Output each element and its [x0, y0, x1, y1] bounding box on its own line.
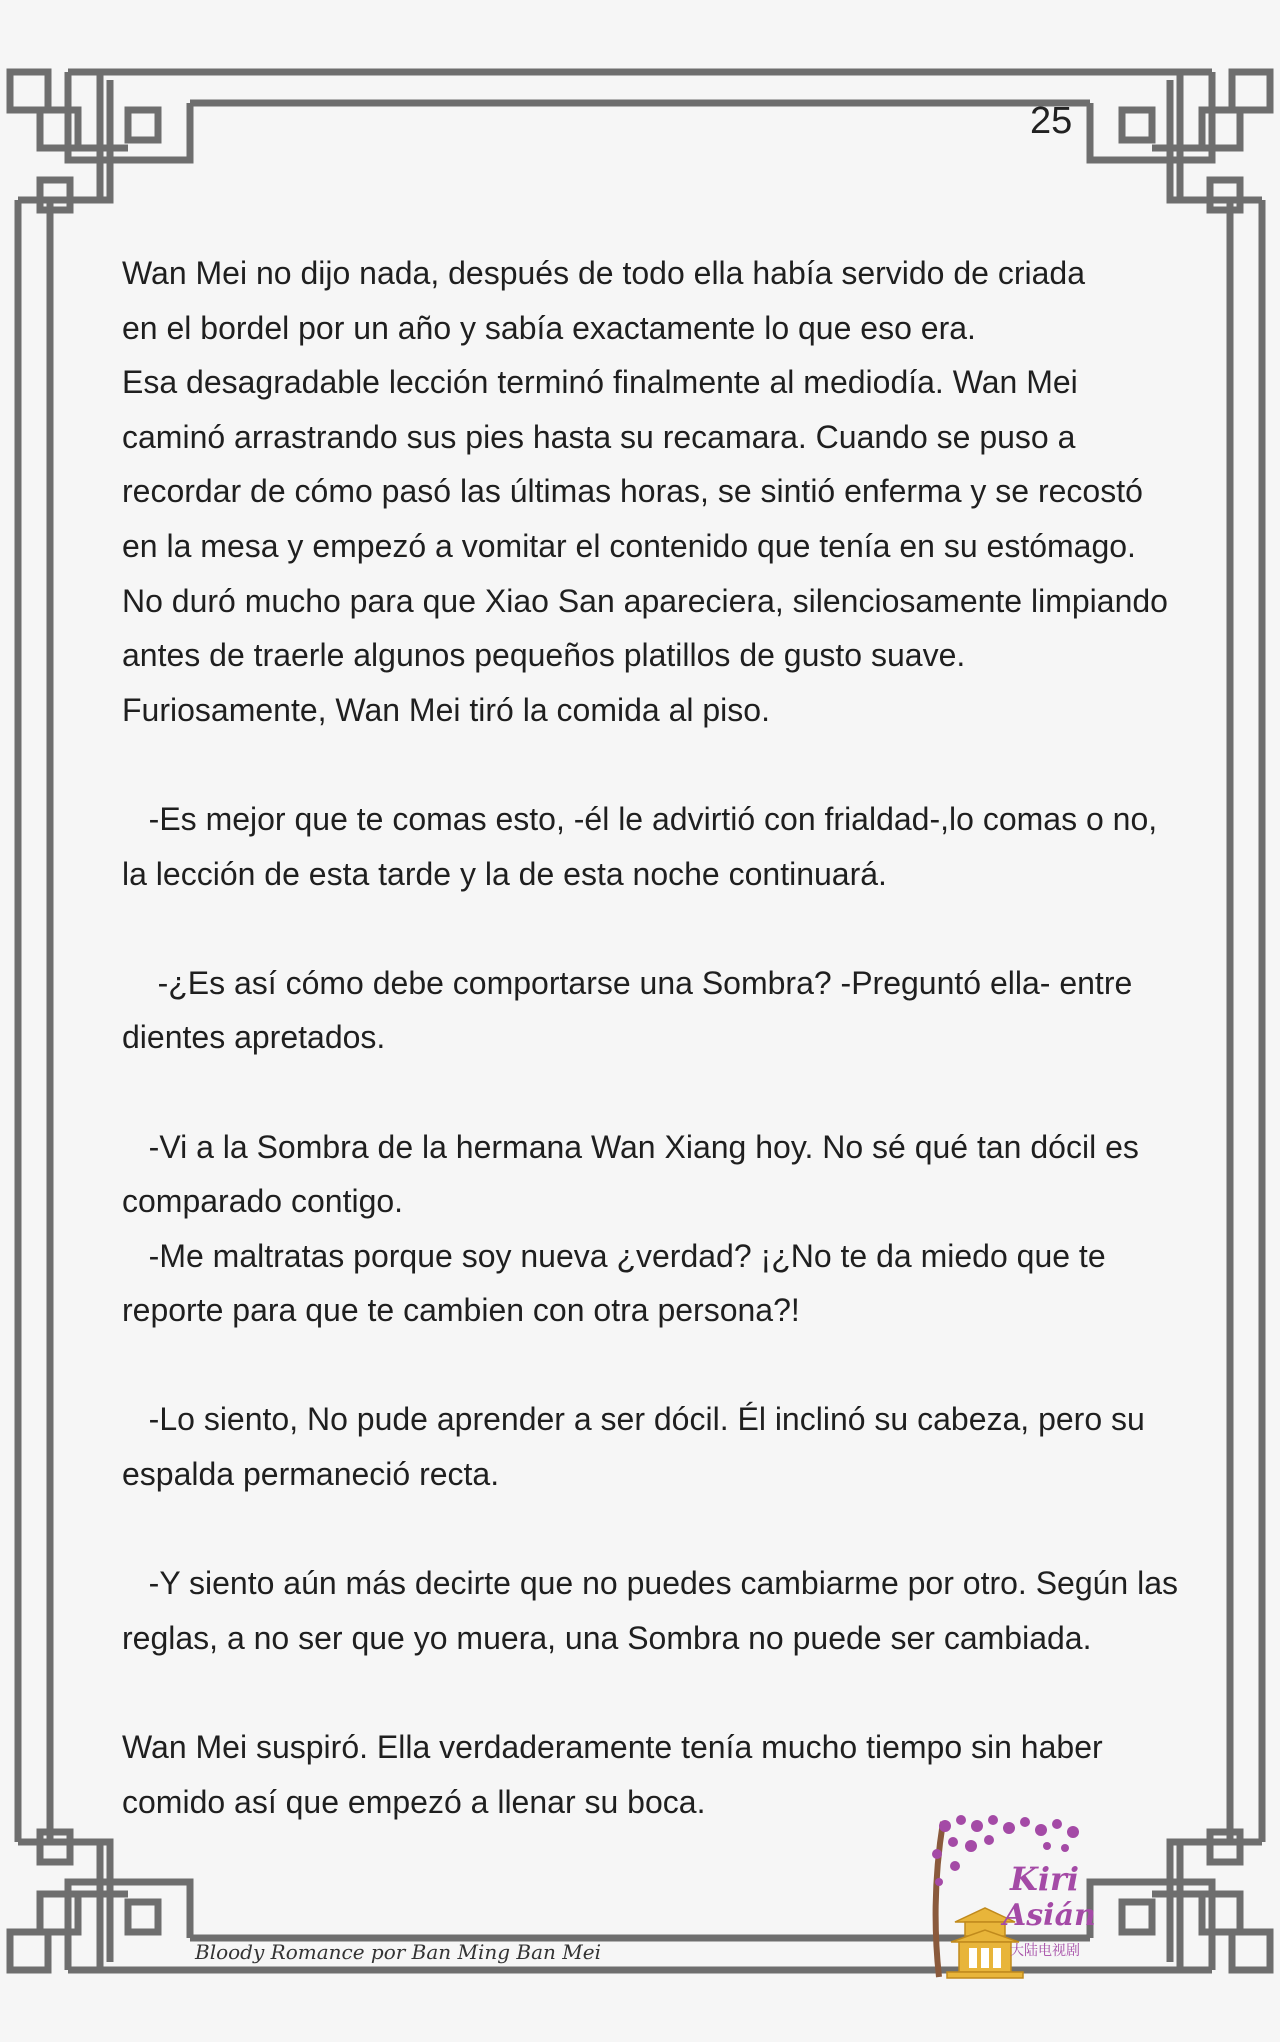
text-line [122, 1065, 1242, 1120]
text-line: -Me maltratas porque soy nueva ¿verdad? ¡¿No te da miedo que te [122, 1237, 1106, 1274]
text-line: reglas, a no ser que yo muera, una Sombra no puede ser cambiada. [122, 1619, 1092, 1656]
text-line: recordar de cómo pasó las últimas horas, se sintió enferma y se recostó [122, 473, 1143, 510]
text-line: Wan Mei no dijo nada, después de todo ella había servido de criada [122, 255, 1085, 291]
chapter-body [122, 246, 1242, 1829]
text-line: espalda permaneció recta. [122, 1456, 500, 1493]
text-line: -Lo siento, No pude aprender a ser dócil. Él inclinó su cabeza, pero su [122, 1401, 1145, 1438]
text-line: comparado contigo. [122, 1183, 404, 1220]
text-line [122, 1665, 1242, 1720]
text-line: No duró mucho para que Xiao San apareciera, silenciosamente limpiando [122, 582, 1168, 619]
logo-asian-text: Asián [1003, 1898, 1096, 1933]
logo-subtitle-text: 大陆电视剧 [1010, 1943, 1080, 1959]
text-line: Wan Mei suspiró. Ella verdaderamente tenía mucho tiempo sin haber [122, 1729, 1103, 1766]
text-line [122, 1502, 1242, 1557]
text-line: -¿Es así cómo debe comportarse una Sombra? -Preguntó ella- entre [122, 964, 1133, 1001]
text-line: reporte para que te cambien con otra persona?! [122, 1292, 800, 1329]
text-line: comido así que empezó a llenar su boca. [122, 1783, 706, 1820]
text-line [122, 901, 1242, 956]
text-line: Esa desagradable lección terminó finalmente al mediodía. Wan Mei [122, 364, 1078, 401]
text-line: Furiosamente, Wan Mei tiró la comida al piso. [122, 691, 770, 728]
text-line: en el bordel por un año y sabía exactamente lo que eso era. [122, 309, 976, 346]
text-line: -Es mejor que te comas esto, -él le advirtió con frialdad-,lo comas o no, [122, 800, 1158, 837]
logo-kiri-text: Kiri [1010, 1860, 1079, 1898]
footer-credit: Bloody Romance por Ban Ming Ban Mei [195, 1940, 602, 1964]
text-line: dientes apretados. [122, 1019, 386, 1056]
page-number: 25 [1030, 100, 1073, 142]
text-line: caminó arrastrando sus pies hasta su recamara. Cuando se puso a [122, 418, 1076, 455]
text-line [122, 737, 1242, 792]
text-line: -Vi a la Sombra de la hermana Wan Xiang hoy. No sé qué tan dócil es [122, 1128, 1139, 1165]
text-line: antes de traerle algunos pequeños platillos de gusto suave. [122, 637, 966, 674]
text-line: la lección de esta tarde y la de esta noche continuará. [122, 855, 887, 892]
text-line: en la mesa y empezó a vomitar el contenido que tenía en su estómago. [122, 527, 1136, 564]
text-line: -Y siento aún más decirte que no puedes cambiarme por otro. Según las [122, 1565, 1179, 1602]
text-line [122, 1338, 1242, 1393]
